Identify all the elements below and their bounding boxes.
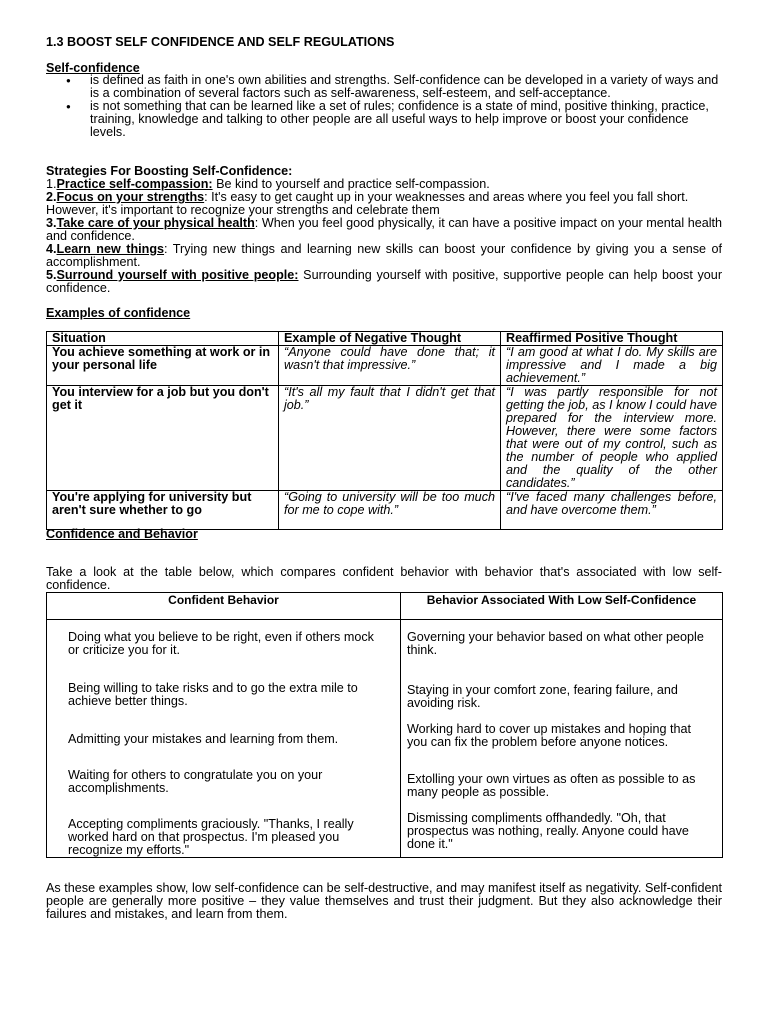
table-header-row <box>47 593 723 620</box>
strategy-label: Take care of your physical health <box>56 216 255 230</box>
negative-thought-cell: “Anyone could have done that; it wasn't that impressive.” <box>279 346 501 386</box>
strategy-text: : Trying new things and learning new skills can boost your confidence by giving you a sense of accomplishment. <box>46 242 723 269</box>
strategy-text: Surrounding yourself with positive, supportive people can help boost your confidence. <box>46 268 723 295</box>
situation-cell: You achieve something at work or in your personal life <box>47 346 279 386</box>
positive-thought-cell: “I am good at what I do. My skills are impressive and I made a big achievement.” <box>501 346 723 386</box>
strategy-text: Be kind to yourself and practice self-compassion. <box>212 177 490 191</box>
strategy-label: Surround yourself with positive people: <box>56 268 299 282</box>
table-row <box>47 386 723 491</box>
list-item: Being willing to take risks and to go the extra mile to achieve better things. <box>68 681 358 708</box>
strategy-label: Focus on your strengths <box>56 190 205 204</box>
column-header: Confident Behavior <box>47 593 401 620</box>
list-item: Dismissing compliments offhandedly. "Oh, that prospectus was nothing, really. Anyone could have done it." <box>407 811 689 851</box>
list-item: ● is not something that can be learned like a set of rules; confidence is a state of mind, positive thinking, practice, training, knowledge and talking to other people are all useful ways to help improve or boost your confidence levels. <box>46 100 726 139</box>
column-header: Behavior Associated With Low Self-Confidence <box>401 593 723 620</box>
list-item: Staying in your comfort zone, fearing failure, and avoiding risk. <box>407 683 678 710</box>
table-header-row <box>47 332 723 346</box>
strategy-number: 4. <box>46 242 57 256</box>
list-item: Working hard to cover up mistakes and hoping that you can fix the problem before anyone notices. <box>407 722 691 749</box>
column-header: Reaffirmed Positive Thought <box>501 332 723 346</box>
self-confidence-heading: Self-confidence <box>46 61 140 75</box>
situation-cell: You're applying for university but aren't sure whether to go <box>47 491 279 530</box>
negative-thought-cell: “Going to university will be too much for me to cope with.” <box>279 491 501 530</box>
examples-heading: Examples of confidence <box>46 306 191 320</box>
column-header: Situation <box>47 332 279 346</box>
list-item: ● is defined as faith in one's own abilities and strengths. Self-confidence can be developed in a variety of ways and is a combination of several factors such as self-awareness, self-esteem, and self-acceptance. <box>46 74 726 100</box>
negative-thought-cell: “It's all my fault that I didn't get that job.” <box>279 386 501 491</box>
list-item: Accepting compliments graciously. "Thanks, I really worked hard on that prospectus. I'm pleased you recognize my efforts." <box>68 817 354 857</box>
positive-thought-cell: “I was partly responsible for not getting the job, as I know I could have prepared for the interview more. However, there were some factors that were out of my control, such as the number of people who applied and the quality of the other candidates.” <box>501 386 723 491</box>
confident-behavior-cell <box>47 620 401 858</box>
strategy-text: : When you feel good physically, it can have a positive impact on your mental health and confidence. <box>46 216 723 243</box>
strategy-number: 3. <box>46 216 57 230</box>
strategy-item-2 <box>46 191 722 217</box>
behavior-table <box>46 592 723 858</box>
strategy-label: Practice self-compassion: <box>56 177 213 191</box>
strategy-text: : It's easy to get caught up in your weaknesses and areas where you feel you fall short. However, it's important to recognize your strengths and celebrate them <box>46 190 689 217</box>
list-item: Admitting your mistakes and learning from them. <box>68 732 339 746</box>
column-header: Example of Negative Thought <box>279 332 501 346</box>
strategy-number: 1. <box>46 177 57 191</box>
situation-cell: You interview for a job but you don't get it <box>47 386 279 491</box>
list-item: Extolling your own virtues as often as possible to as many people as possible. <box>407 772 696 799</box>
strategy-item-4 <box>46 243 722 269</box>
list-item: Doing what you believe to be right, even if others mock or criticize you for it. <box>68 630 374 657</box>
positive-thought-cell: “I've faced many challenges before, and have overcome them.” <box>501 491 723 530</box>
behavior-heading: Confidence and Behavior <box>46 527 198 541</box>
closing-paragraph: As these examples show, low self-confidence can be self-destructive, and may manifest itself as negativity. Self-confident people are generally more positive – they value themselves and trust their judgment. But they also acknowledge their failures and mistakes, and learn from them. <box>46 881 722 921</box>
table-row <box>47 620 723 858</box>
examples-table <box>46 331 723 530</box>
strategy-number: 5. <box>46 268 57 282</box>
list-item: Governing your behavior based on what other people think. <box>407 630 704 657</box>
table-row <box>47 346 723 386</box>
strategies-heading: Strategies For Boosting Self-Confidence: <box>46 164 293 178</box>
strategy-item-3 <box>46 217 722 243</box>
strategy-number: 2. <box>46 190 57 204</box>
low-confidence-cell <box>401 620 723 858</box>
table-row <box>47 491 723 530</box>
self-confidence-list <box>46 74 726 139</box>
strategy-label: Learn new things <box>56 242 165 256</box>
document-title: 1.3 BOOST SELF CONFIDENCE AND SELF REGULATIONS <box>46 35 395 49</box>
strategy-item-5 <box>46 269 722 295</box>
list-item: Waiting for others to congratulate you on your accomplishments. <box>68 768 323 795</box>
behavior-intro: Take a look at the table below, which compares confident behavior with behavior that's associated with low self-confidence. <box>46 565 722 592</box>
